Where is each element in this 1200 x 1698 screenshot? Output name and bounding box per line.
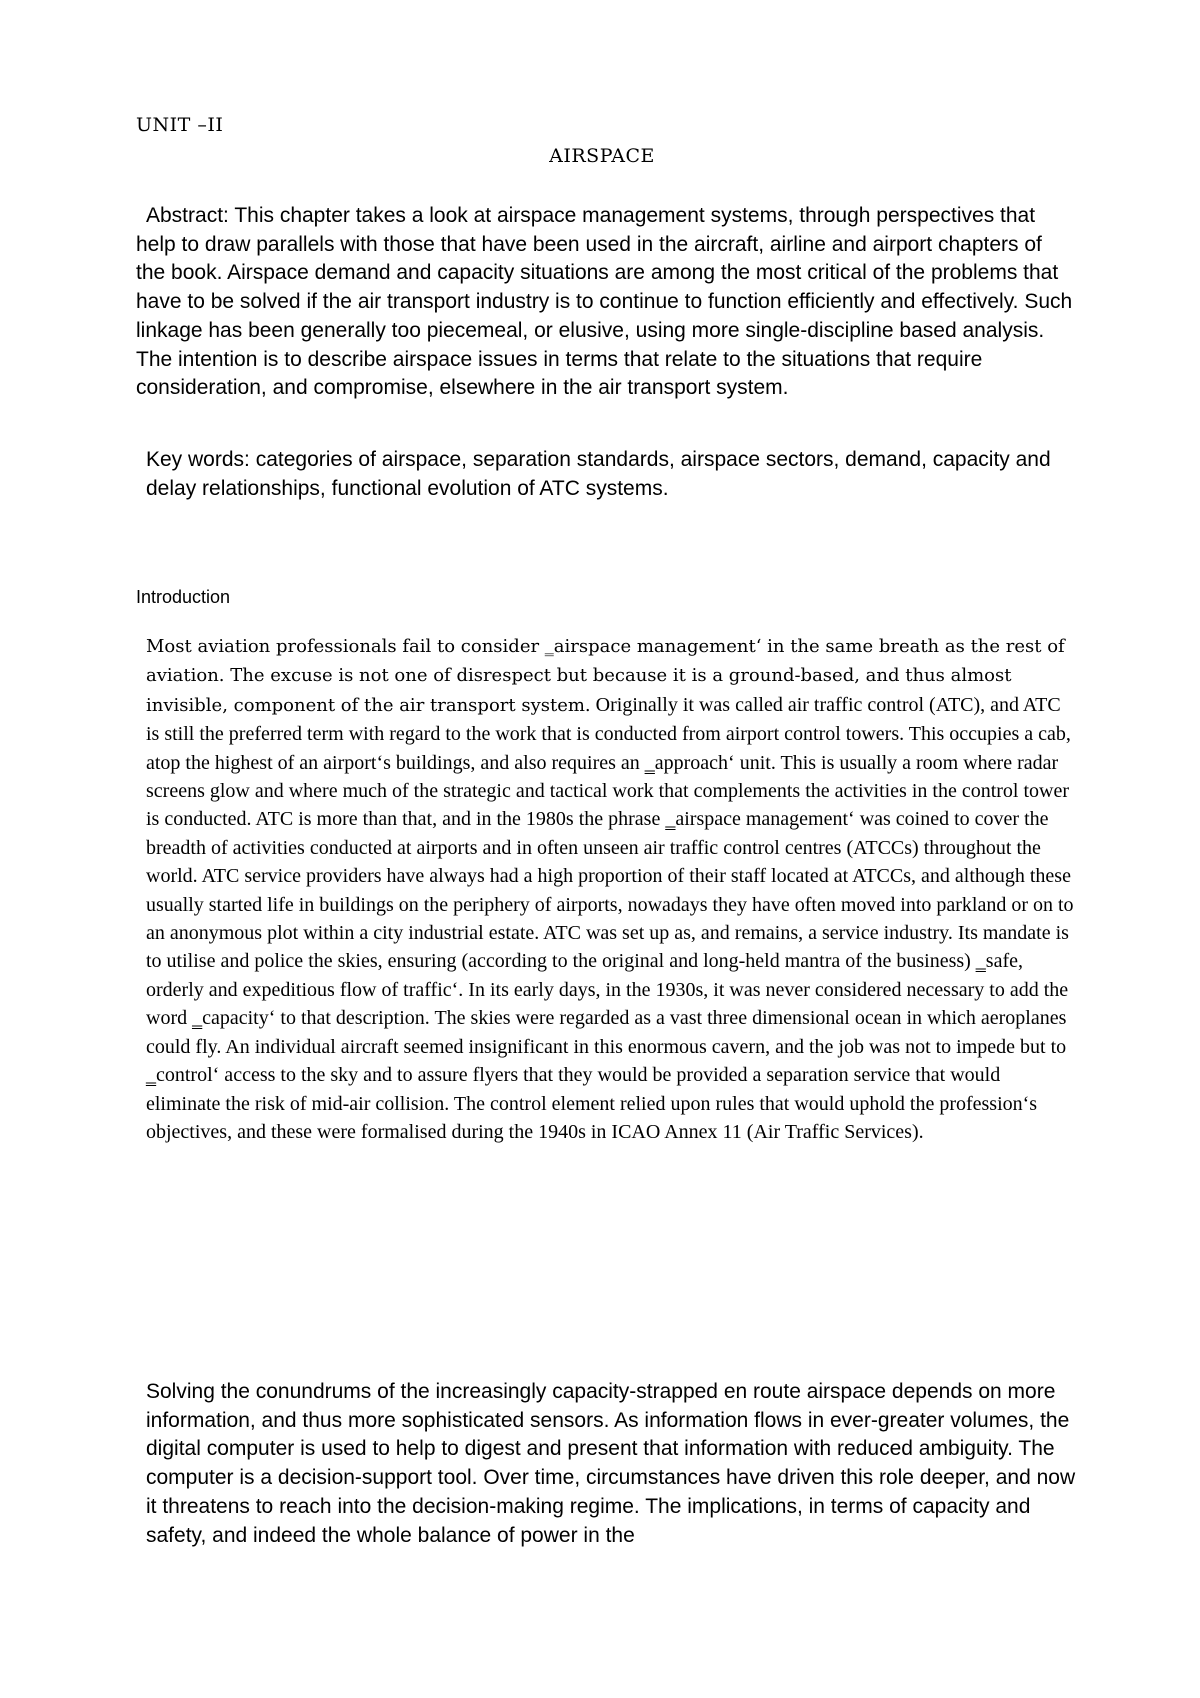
keywords-paragraph: Key words: categories of airspace, separation standards, airspace sectors, demand, capacity and delay relationships, functional evolution of ATC systems. xyxy=(146,448,1051,500)
unit-label: UNIT –II xyxy=(136,114,224,136)
introduction-paragraph-2: Solving the conundrums of the increasingly capacity-strapped en route airspace depends on more information, and thus more sophisticated sensors. As information flows in ever-greater volumes, the digital computer is used to help to digest and present that information with reduced ambiguity. The computer is a decision-support tool. Over time, circumstances have driven this role deeper, and now it threatens to reach into the decision-making regime. The implications, in terms of capacity and safety, and indeed the whole balance of power in the xyxy=(146,1380,1076,1547)
introduction-body-text: Originally it was called air traffic control (ATC), and ATC is still the preferred term with regard to the work that is conducted from airport control towers. This occupies a cab, atop the highest of an airport‘s buildings, and also requires an ‗approach‘ unit. This is usually a room where radar screens glow and where much of the strategic and tactical work that complements the activities in the control tower is conducted. ATC is more than that, and in the 1980s the phrase ‗airspace management‘ was coined to cover the breadth of activities conducted at airports and in often unseen air traffic control centres (ATCCs) throughout the world. ATC service providers have always had a high proportion of their staff located at ATCCs, and although these usually started life in buildings on the periphery of airports, nowadays they have often moved into parkland or on to an anonymous plot within a city industrial estate. ATC was set up as, and remains, a service industry. Its mandate is to utilise and police the skies, ensuring (according to the original and long-held mantra of the business) ‗safe, orderly and expeditious flow of traffic‘. In its early days, in the 1930s, it was never considered necessary to add the word ‗capacity‘ to that description. The skies were regarded as a vast three dimensional ocean in which aeroplanes could fly. An individual aircraft seemed insignificant in this enormous cavern, and the job was not to impede but to ‗control‘ access to the sky and to assure flyers that they would be provided a separation service that would eliminate the risk of mid-air collision. The control element relied upon rules that would uphold the profession‘s objectives, and these were formalised during the 1940s in ICAO Annex 11 (Air Traffic Services). xyxy=(146,693,1074,1143)
abstract-paragraph: Abstract: This chapter takes a look at airspace management systems, through perspectives that help to draw parallels with those that have been used in the aircraft, airline and airport chapters of the book. Airspace demand and capacity situations are among the most critical of the problems that have to be solved if the air transport industry is to continue to function efficiently and effectively. Such linkage has been generally too piecemeal, or elusive, using more single-discipline based analysis. The intention is to describe airspace issues in terms that relate to the situations that require consideration, and compromise, elsewhere in the air transport system. xyxy=(136,204,1073,400)
page-title: AIRSPACE xyxy=(549,145,655,167)
introduction-paragraph-1 xyxy=(146,632,1076,1146)
section-heading-introduction: Introduction xyxy=(136,587,231,607)
introduction-lead-text: Most aviation professionals fail to consider ‗airspace management‘ in the same breath as the rest of aviation. The excuse is not one of disrespect but because it is a ground-based, and thus almost invisible, component of the air transport system. xyxy=(146,636,1065,716)
